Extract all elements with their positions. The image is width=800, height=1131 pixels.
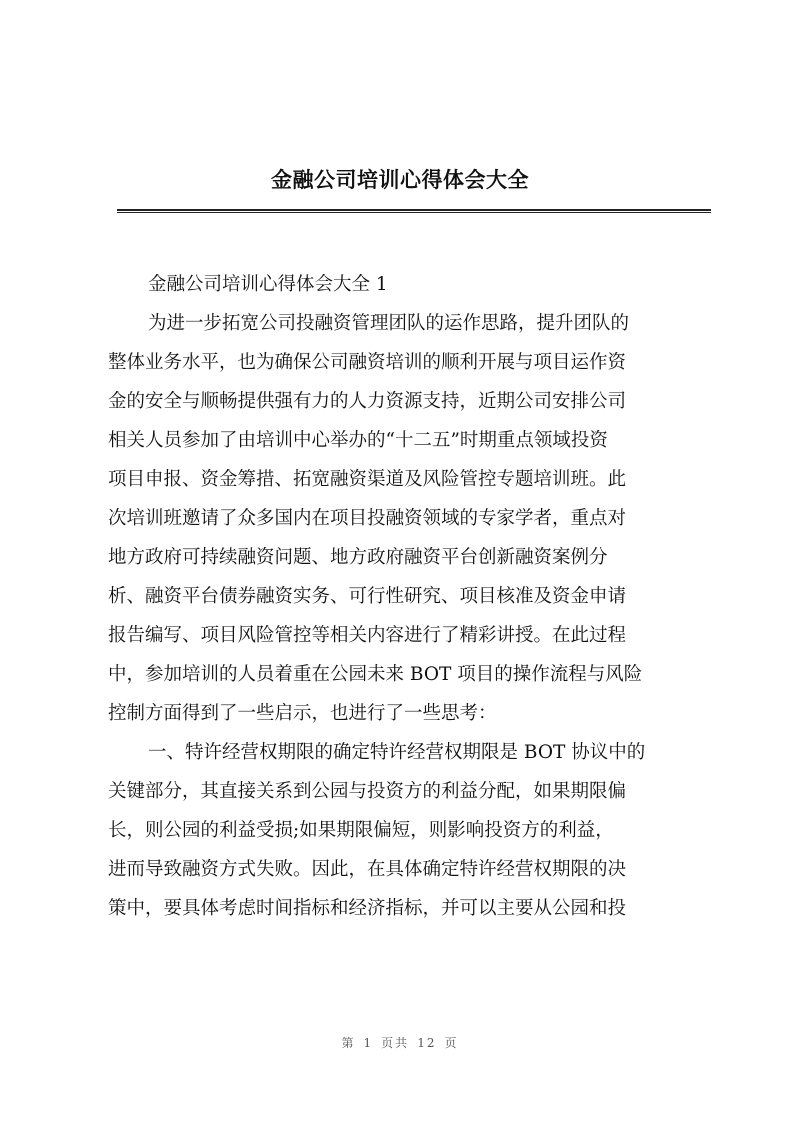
section-heading: 金融公司培训心得体会大全 1 — [148, 274, 388, 295]
page-footer — [0, 1034, 800, 1051]
paragraph-line: 报告编写、项目风险管控等相关内容进行了精彩讲授。在此过程 — [108, 625, 627, 646]
paragraph-line: 次培训班邀请了众多国内在项目投融资领域的专家学者，重点对 — [108, 508, 627, 529]
title-divider — [117, 209, 711, 213]
paragraph-line: 策中，要具体考虑时间指标和经济指标，并可以主要从公园和投 — [108, 898, 627, 919]
document-title: 金融公司培训心得体会大全 — [271, 167, 529, 192]
paragraph-line: 为进一步拓宽公司投融资管理团队的运作思路，提升团队的 — [148, 313, 630, 334]
paragraph-line: 进而导致融资方式失败。因此，在具体确定特许经营权期限的决 — [108, 859, 627, 880]
page-label-suffix: 页 — [444, 1036, 459, 1050]
page-number-current: 1 — [363, 1036, 374, 1050]
paragraph-line: 一、特许经营权期限的确定特许经营权期限是 BOT 协议中的 — [148, 742, 646, 763]
paragraph-line: 析、融资平台债券融资实务、可行性研究、项目核准及资金申请 — [108, 586, 627, 607]
paragraph-line: 关键部分，其直接关系到公园与投资方的利益分配，如果期限偏 — [108, 781, 627, 802]
paragraph-line: 相关人员参加了由培训中心举办的“十二五”时期重点领域投资 — [108, 430, 608, 451]
paragraph-line: 整体业务水平，也为确保公司融资培训的顺利开展与项目运作资 — [108, 352, 627, 373]
page-number-total: 12 — [417, 1036, 437, 1050]
paragraph-line: 项目申报、资金筹措、拓宽融资渠道及风险管控专题培训班。此 — [108, 469, 627, 490]
paragraph-line: 金的安全与顺畅提供强有力的人力资源支持，近期公司安排公司 — [108, 391, 627, 412]
document-body — [108, 265, 714, 928]
page-label-prefix: 第 — [341, 1036, 356, 1050]
paragraph-line: 长，则公园的利益受损;如果期限偏短，则影响投资方的利益， — [108, 820, 614, 841]
paragraph-line: 中，参加培训的人员着重在公园未来 BOT 项目的操作流程与风险 — [108, 664, 643, 685]
paragraph-line: 控制方面得到了一些启示，也进行了一些思考： — [108, 703, 497, 724]
paragraph-line: 地方政府可持续融资问题、地方政府融资平台创新融资案例分 — [108, 547, 608, 568]
page-label-mid: 页共 — [381, 1036, 410, 1050]
